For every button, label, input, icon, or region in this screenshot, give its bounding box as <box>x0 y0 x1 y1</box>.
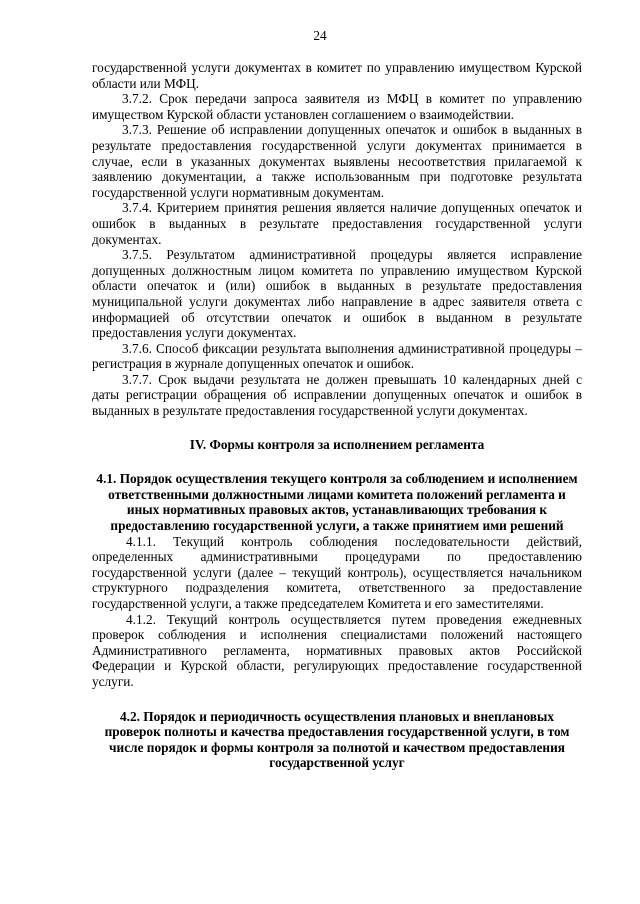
paragraph-3-7-2: 3.7.2. Срок передачи запроса заявителя из МФЦ в комитет по управлению имуществом Курской области установлен соглашением о взаимодействии. <box>92 91 582 122</box>
section-4-2-heading: 4.2. Порядок и периодичность осуществления плановых и внеплановых проверок полноты и качества предоставления государственной услуги, в том числе порядок и формы контроля за полнотой и качеством предоставления государственной услуг <box>104 708 570 771</box>
section-4-1-heading: 4.1. Порядок осуществления текущего контроля за соблюдением и исполнением ответственными должностными лицами комитета положений регламента и иных нормативных правовых актов, устанавливающих требования к предоставлению государственной услуги, а также принятием ими решений <box>96 471 578 534</box>
paragraph-3-7-5: 3.7.5. Результатом административной процедуры является исправление допущенных должностным лицом комитета по управлению имуществом Курской области опечаток и (или) ошибок в выданных в результате предоставления муниципальной услуги документах либо направление в адрес заявителя ответа с информацией об отсутствии опечаток и ошибок в выданном в результате предоставления услуги документах. <box>92 247 582 341</box>
page-body <box>92 60 582 771</box>
chapter-heading: IV. Формы контроля за исполнением регламента <box>189 436 485 452</box>
page-number: 24 <box>313 28 327 43</box>
paragraph-3-7-4: 3.7.4. Критерием принятия решения является наличие допущенных опечаток и ошибок в выданных в результате предоставления государственной услуги документах. <box>92 200 582 247</box>
paragraph-4-1-1: 4.1.1. Текущий контроль соблюдения последовательности действий, определенных административными процедурами по предоставлению государственной услуги (далее – текущий контроль), осуществляется начальником структурного подразделения комитета, ответственного за предоставление государственной услуги, а также председателем Комитета и его заместителями. <box>92 533 582 611</box>
paragraph-4-1-2: 4.1.2. Текущий контроль осуществляется путем проведения ежедневных проверок соблюдения и исполнения специалистами положений настоящего Административного регламента, нормативных правовых актов Российской Федерации и Курской области, регулирующих предоставление государственной услуги. <box>92 611 582 689</box>
paragraph: государственной услуги документах в комитет по управлению имуществом Курской области или МФЦ. <box>92 60 582 91</box>
paragraph-3-7-6: 3.7.6. Способ фиксации результата выполнения административной процедуры – регистрация в журнале допущенных опечаток и ошибок. <box>92 340 582 372</box>
paragraph-3-7-3: 3.7.3. Решение об исправлении допущенных опечаток и ошибок в выданных в результате предоставления государственной услуги документах принимается в случае, если в указанных документах выявлены несоответствия прилагаемой к заявлению документации, а также использованным при подготовке результата государственной услуги нормативным документам. <box>92 122 582 200</box>
paragraph-3-7-7: 3.7.7. Срок выдачи результата не должен превышать 10 календарных дней с даты регистрации обращения об исправлении допущенных опечаток и ошибок в выданных в результате предоставления государственной услуги документах. <box>92 371 582 419</box>
